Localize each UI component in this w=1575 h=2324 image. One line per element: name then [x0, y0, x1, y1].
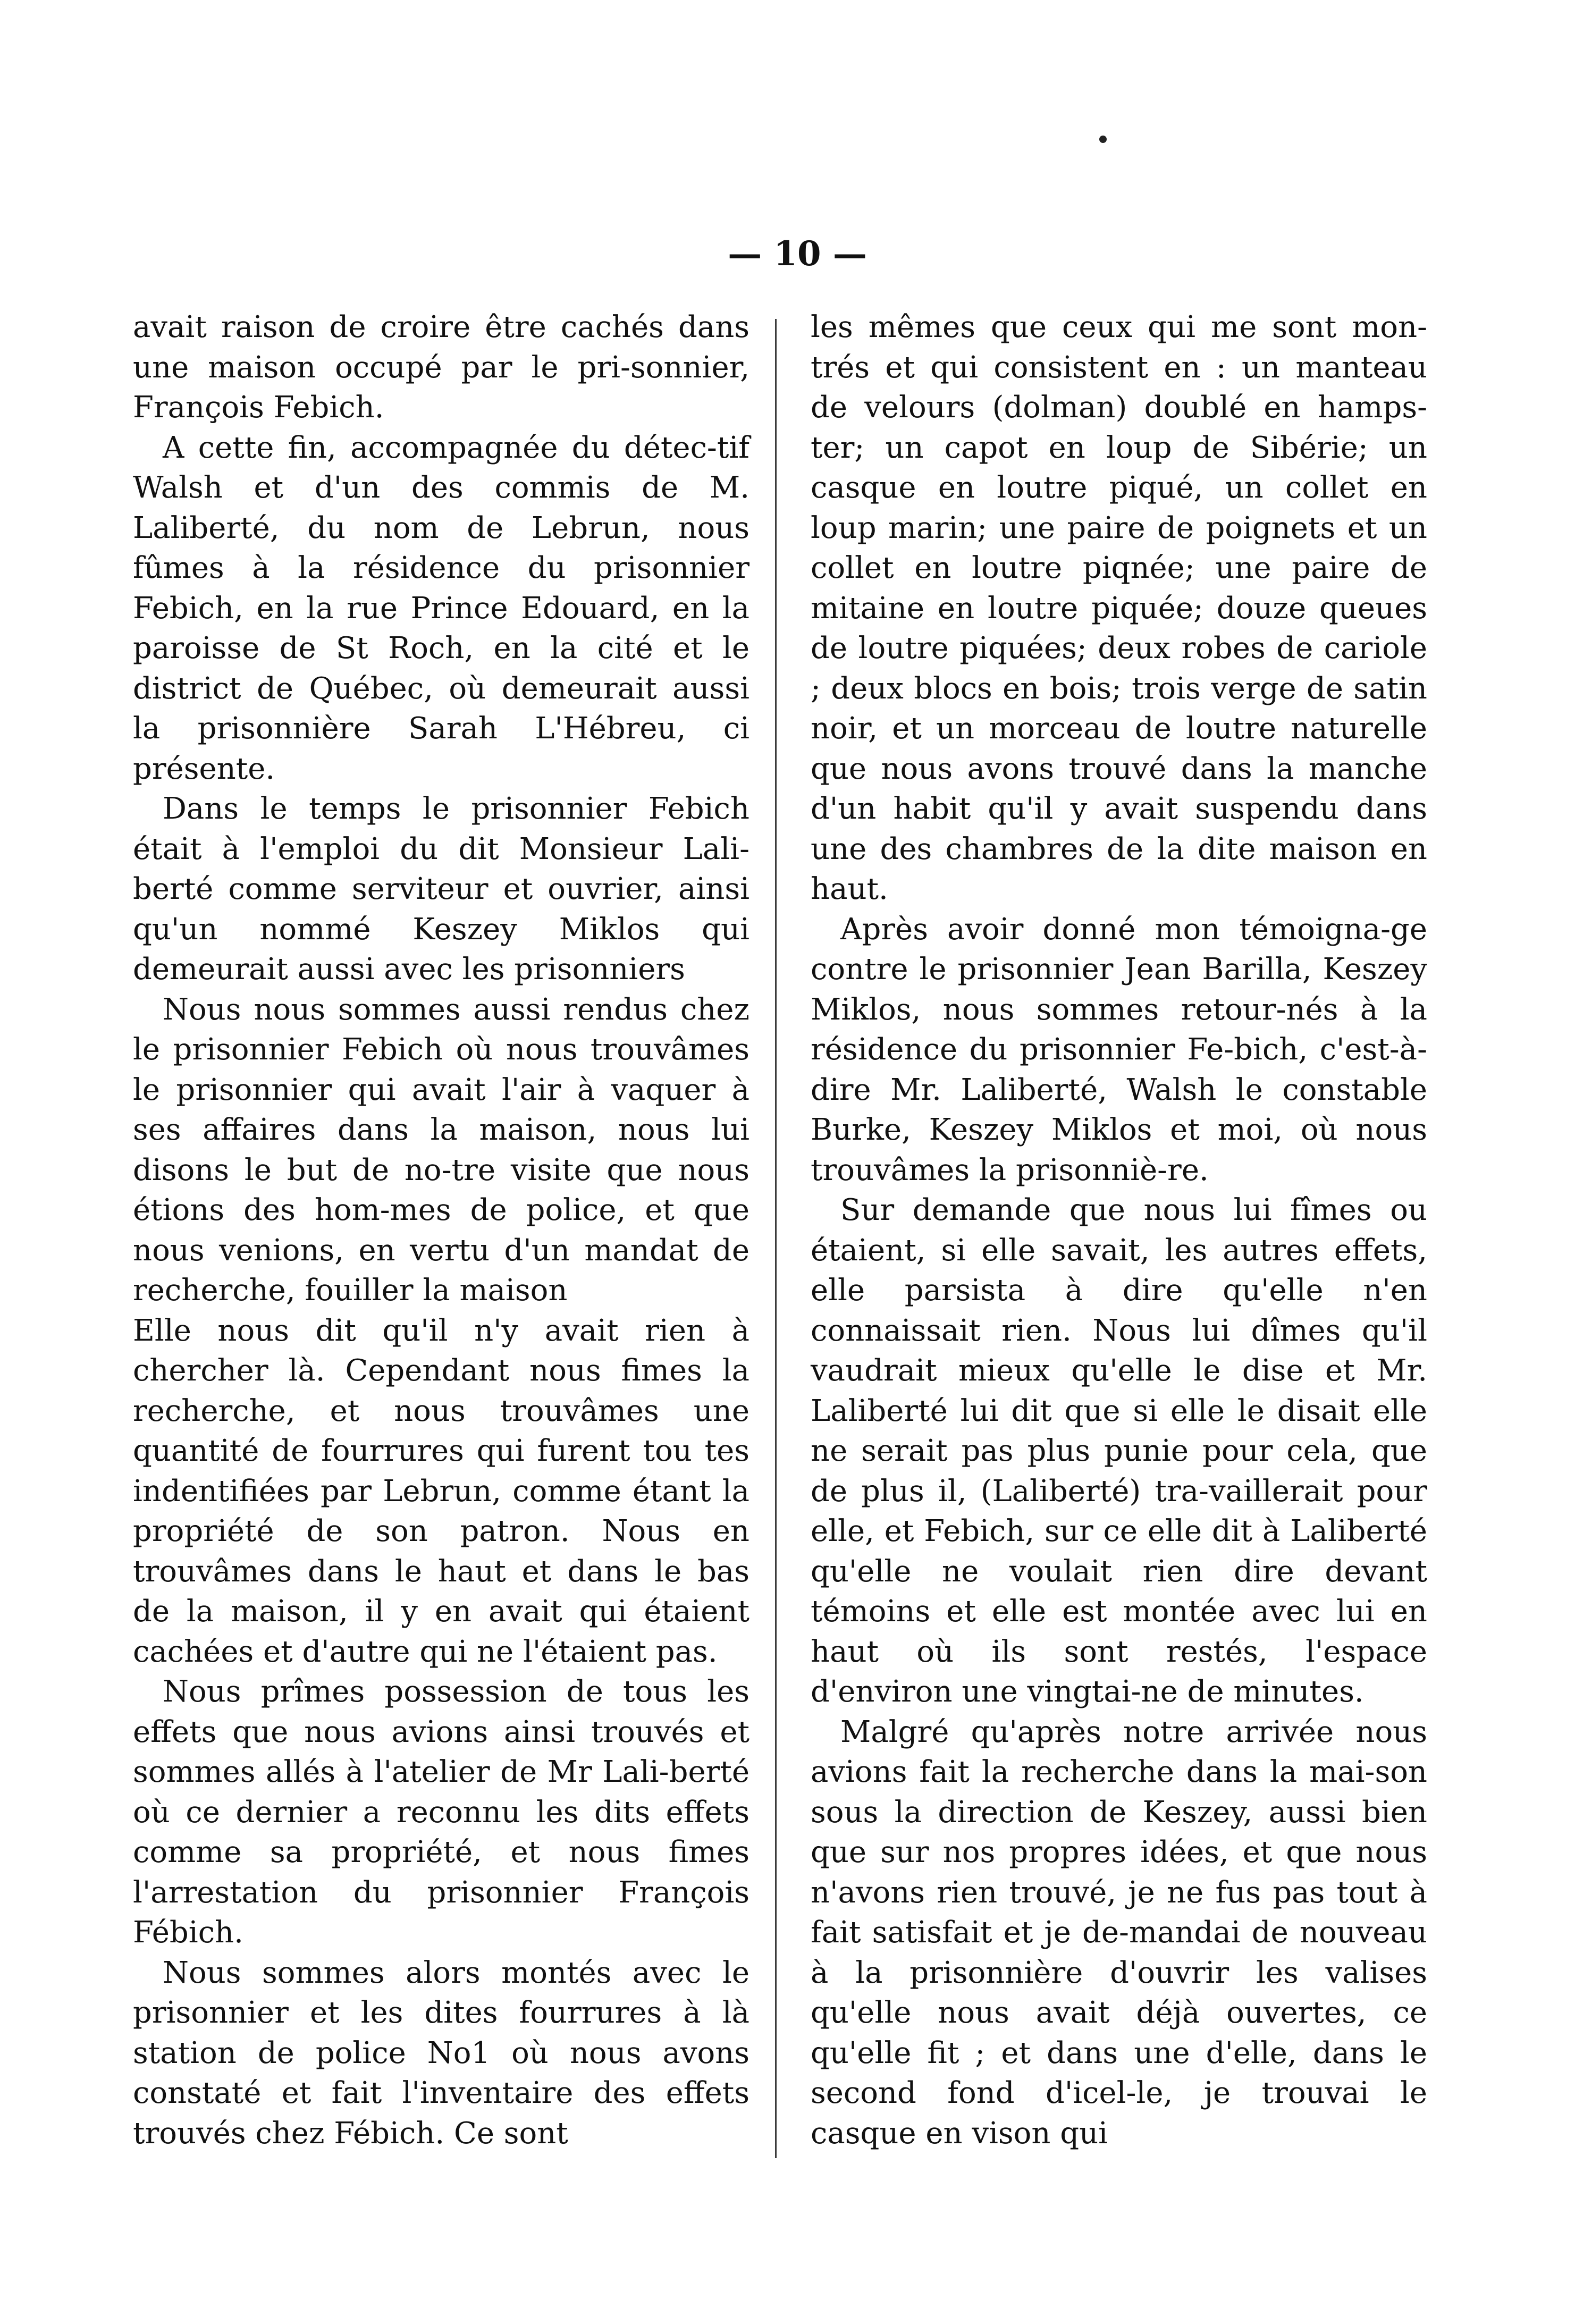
paragraph: Après avoir donné mon témoigna-ge contre le prisonnier Jean Barilla, Keszey Miklos, nous sommes retour-nés à la résidence du prisonnier Fe-bich, c'est-à-dire Mr. Laliberté, Walsh le constable Burke, Keszey Miklos et moi, où nous trouvâmes la prisonniè-re. — [811, 912, 1427, 1188]
paragraph: avait raison de croire être cachés dans une maison occupé par le pri-sonnier, François Febich. — [133, 310, 749, 425]
paragraph: Dans le temps le prisonnier Febich était à l'emploi du dit Monsieur Lali-berté comme serviteur et ouvrier, ainsi qu'un nommé Keszey Miklos qui demeurait aussi avec les prisonniers — [133, 791, 749, 987]
left-column — [133, 307, 749, 2153]
ink-speck — [1099, 136, 1107, 143]
paragraph: Nous prîmes possession de tous les effets que nous avions ainsi trouvés et sommes allés à l'atelier de Mr Lali-berté où ce dernier a reconnu les dits effets comme sa propriété, et nous fimes l'arrestation du prisonnier François Fébich. — [133, 1674, 749, 1950]
paragraph: Malgré qu'après notre arrivée nous avions fait la recherche dans la mai-son sous la direction de Keszey, aussi bien que sur nos propres idées, et que nous n'avons rien trouvé, je ne fus pas tout à fait satisfait et je de-mandai de nouveau à la prisonnière d'ouvrir les valises qu'elle nous avait déjà ouvertes, ce qu'elle fit ; et dans une d'elle, dans le second fond d'icel-le, je trouvai le casque en vison qui — [811, 1714, 1427, 2151]
paragraph: Elle nous dit qu'il n'y avait rien à chercher là. Cependant nous fimes la recherche, et nous trouvâmes une quantité de fourrures qui furent tou tes indentifiées par Lebrun, comme étant la propriété de son patron. Nous en trouvâmes dans le haut et dans le bas de la maison, il y en avait qui étaient cachées et d'autre qui ne l'étaient pas. — [133, 1313, 749, 1669]
paragraph: les mêmes que ceux qui me sont mon-trés et qui consistent en : un manteau de velours (dolman) doublé en hamps-ter; un capot en loup de Sibérie; un casque en loutre piqué, un collet en loup marin; une paire de poignets et un collet en loutre piqnée; une paire de mitaine en loutre piquée; douze queues de loutre piquées; deux robes de cariole ; deux blocs en bois; trois verge de satin noir, et un morceau de loutre naturelle que nous avons trouvé dans la manche d'un habit qu'il y avait suspendu dans une des chambres de la dite maison en haut. — [811, 310, 1427, 906]
paragraph: Sur demande que nous lui fîmes ou étaient, si elle savait, les autres effets, elle parsista à dire qu'elle n'en connaissait rien. Nous lui dîmes qu'il vaudrait mieux qu'elle le dise et Mr. Laliberté lui dit que si elle le disait elle ne serait pas plus punie pour cela, que de plus il, (Laliberté) tra-vaillerait pour elle, et Febich, sur ce elle dit à Laliberté qu'elle ne voulait rien dire devant témoins et elle est montée avec lui en haut où ils sont restés, l'espace d'environ une vingtai-ne de minutes. — [811, 1193, 1427, 1709]
paragraph: Nous sommes alors montés avec le prisonnier et les dites fourrures à là station de police No1 où nous avons constaté et fait l'inventaire des effets trouvés chez Fébich. Ce sont — [133, 1955, 749, 2151]
column-divider — [775, 319, 777, 2158]
paragraph: Nous nous sommes aussi rendus chez le prisonnier Febich où nous trouvâmes le prisonnier qui avait l'air à vaquer à ses affaires dans la maison, nous lui disons le but de no-tre visite que nous étions des hom-mes de police, et que nous venions, en vertu d'un mandat de recherche, fouiller la maison — [133, 992, 749, 1308]
page-number: — 10 — — [728, 234, 867, 274]
paragraph: A cette fin, accompagnée du détec-tif Walsh et d'un des commis de M. Laliberté, du nom de Lebrun, nous fûmes à la résidence du prisonnier Febich, en la rue Prince Edouard, en la paroisse de St Roch, en la cité et le district de Québec, où demeurait aussi la prisonnière Sarah L'Hébreu, ci présente. — [133, 430, 749, 786]
right-column — [811, 307, 1427, 2153]
